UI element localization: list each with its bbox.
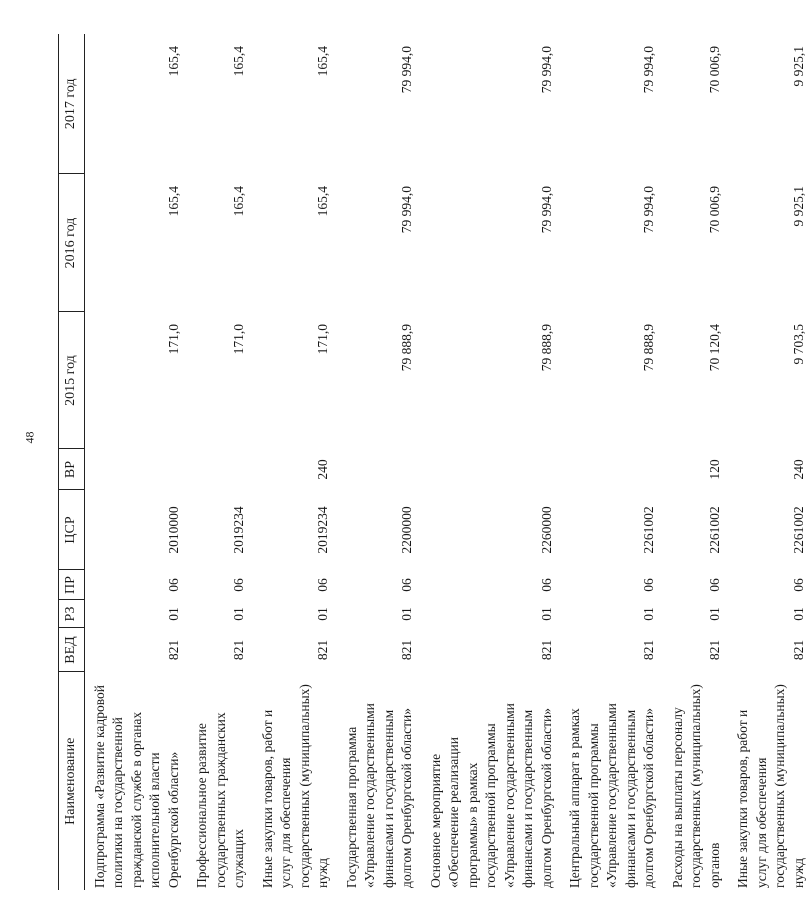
row-2015-cell: 79 888,9 xyxy=(641,324,656,372)
row-name-cell: Профессиональное развитие государственных гражданских служащих xyxy=(194,712,246,888)
row-vr-cell: 120 xyxy=(706,459,722,480)
row-2017-cell: 165,4 xyxy=(165,46,181,77)
row-ved-cell: 821 xyxy=(399,639,414,661)
header-2017: 2017 год xyxy=(59,34,85,174)
row-2017-cell: 70 006,9 xyxy=(706,46,722,94)
row-pr-cell: 06 xyxy=(538,578,554,592)
row-pr-cell: 06 xyxy=(790,578,806,592)
row-vr-cell xyxy=(421,449,561,490)
row-pr-cell: 06 xyxy=(706,578,722,592)
row-2015-cell: 70 120,4 xyxy=(706,324,722,372)
row-2016-cell: 70 006,9 xyxy=(706,186,722,234)
page-number: 48 xyxy=(22,431,37,444)
header-name: Наименование xyxy=(59,672,85,890)
row-name-cell: Основное мероприятие «Обеспечение реализации программы» в рамках государственной программы «Управление государственными финансами и государственным долгом Оренбургской области» xyxy=(427,703,554,888)
row-2015-cell: 171,0 xyxy=(315,324,330,355)
row-2016-cell: 79 994,0 xyxy=(641,186,656,234)
header-pr: ПР xyxy=(59,570,85,600)
row-2016-cell: 165,4 xyxy=(231,186,246,217)
row-name-cell: Государственная программа «Управление государственными финансами и государственным долгом Оренбургской области» xyxy=(343,703,414,888)
row-pr-cell: 06 xyxy=(165,578,181,592)
row-csr-cell: 2260000 xyxy=(538,506,554,554)
row-2016-cell: 165,4 xyxy=(315,186,330,217)
row-rz-cell: 01 xyxy=(538,607,554,621)
row-2017-cell: 79 994,0 xyxy=(538,46,554,94)
row-2017-cell: 165,4 xyxy=(231,46,246,77)
row-pr-cell: 06 xyxy=(315,578,330,592)
header-rz: РЗ xyxy=(59,600,85,628)
row-ved-cell: 821 xyxy=(790,639,806,661)
table-row xyxy=(663,34,729,890)
row-name-cell: Иные закупки товаров, работ и услуг для обеспечения государственных (муниципальных) нужд xyxy=(259,684,330,888)
row-pr-cell: 06 xyxy=(399,578,414,592)
row-rz-cell: 01 xyxy=(231,607,246,621)
row-ved-cell: 821 xyxy=(315,639,330,661)
row-name-cell: Подпрограмма «Развитие кадровой политики на государственной гражданской службе в органах исполнительной власти Оренбургской области» xyxy=(91,685,181,888)
budget-table xyxy=(58,34,812,890)
table-row xyxy=(253,34,337,890)
header-ved: ВЕД xyxy=(59,628,85,672)
row-2015-cell: 79 888,9 xyxy=(399,324,414,372)
row-ved-cell: 821 xyxy=(641,639,656,661)
row-name-cell: Иные закупки товаров, работ и услуг для обеспечения государственных (муниципальных) нужд xyxy=(735,684,806,888)
row-rz-cell: 01 xyxy=(706,607,722,621)
rotated-table-container xyxy=(58,34,806,890)
row-2015-cell: 171,0 xyxy=(165,324,181,355)
row-2016-cell: 165,4 xyxy=(165,186,181,217)
row-name-cell: Расходы на выплаты персоналу государственных (муниципальных) органов xyxy=(669,684,722,888)
table-row xyxy=(84,34,187,890)
row-2016-cell: 9 925,1 xyxy=(790,186,806,227)
row-rz-cell: 01 xyxy=(315,607,330,621)
table-row xyxy=(187,34,253,890)
row-vr-cell xyxy=(560,449,663,490)
row-rz-cell: 01 xyxy=(790,607,806,621)
row-rz-cell: 01 xyxy=(641,607,656,621)
table-row xyxy=(728,34,812,890)
row-ved-cell: 821 xyxy=(165,639,181,661)
header-row xyxy=(59,34,85,890)
table-body xyxy=(84,34,812,890)
row-vr-cell xyxy=(84,449,187,490)
row-vr-cell: 240 xyxy=(315,459,330,480)
row-2015-cell: 171,0 xyxy=(231,324,246,355)
row-ved-cell: 821 xyxy=(706,639,722,661)
row-rz-cell: 01 xyxy=(399,607,414,621)
header-2016: 2016 год xyxy=(59,174,85,312)
row-2017-cell: 79 994,0 xyxy=(641,46,656,94)
row-pr-cell: 06 xyxy=(231,578,246,592)
row-vr-cell xyxy=(337,449,421,490)
row-csr-cell: 2261002 xyxy=(790,506,806,554)
row-csr-cell: 2010000 xyxy=(165,506,181,554)
row-csr-cell: 2261002 xyxy=(706,506,722,554)
header-csr: ЦСР xyxy=(59,490,85,570)
row-name-cell: Центральный аппарат в рамках государственной программы «Управление государственными финансами и государственным долгом Оренбургской области» xyxy=(567,703,656,888)
row-vr-cell: 240 xyxy=(790,459,806,480)
row-ved-cell: 821 xyxy=(231,639,246,661)
header-vr: ВР xyxy=(59,449,85,490)
row-csr-cell: 2019234 xyxy=(315,506,330,554)
row-2017-cell: 9 925,1 xyxy=(790,46,806,87)
row-2016-cell: 79 994,0 xyxy=(399,186,414,234)
table-row xyxy=(421,34,561,890)
table-row xyxy=(560,34,663,890)
row-vr-cell xyxy=(187,449,253,490)
table-row xyxy=(337,34,421,890)
row-rz-cell: 01 xyxy=(165,607,181,621)
row-ved-cell: 821 xyxy=(538,639,554,661)
row-pr-cell: 06 xyxy=(641,578,656,592)
row-csr-cell: 2200000 xyxy=(399,506,414,554)
row-2015-cell: 9 703,5 xyxy=(790,324,806,365)
row-2017-cell: 165,4 xyxy=(315,46,330,77)
row-2016-cell: 79 994,0 xyxy=(538,186,554,234)
row-2015-cell: 79 888,9 xyxy=(538,324,554,372)
row-csr-cell: 2019234 xyxy=(231,506,246,554)
header-2015: 2015 год xyxy=(59,312,85,449)
row-2017-cell: 79 994,0 xyxy=(399,46,414,94)
row-csr-cell: 2261002 xyxy=(641,506,656,554)
